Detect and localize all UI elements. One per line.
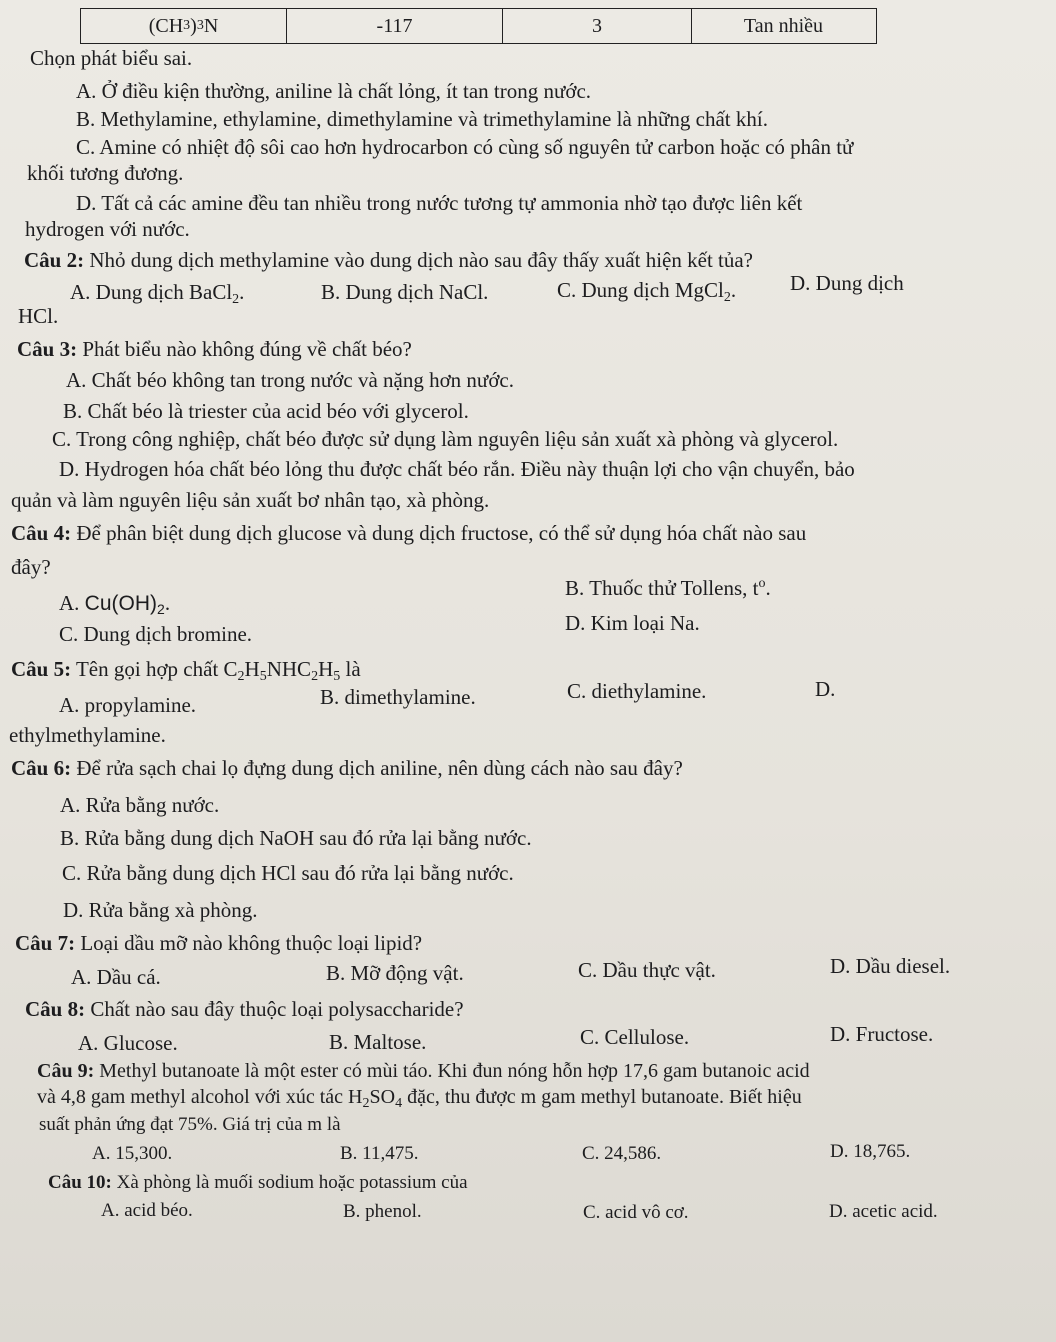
q1-stem: Chọn phát biểu sai. xyxy=(30,46,193,70)
q3-option-c: C. Trong công nghiệp, chất béo được sử dụng làm nguyên liệu sản xuất xà phòng và glycerol. xyxy=(52,427,839,451)
question-text: Loại dầu mỡ nào không thuộc loại lipid? xyxy=(75,931,423,955)
q4-stem xyxy=(11,520,806,546)
stem-sub: 5 xyxy=(259,669,267,684)
q9-stem-line3: suất phản ứng đạt 75%. Giá trị của m là xyxy=(39,1114,341,1135)
q8-stem xyxy=(25,996,464,1022)
properties-table-row xyxy=(80,8,877,44)
q2-option-a xyxy=(70,279,244,305)
question-number: Câu 10: xyxy=(48,1172,112,1193)
q4-option-c: C. Dung dịch bromine. xyxy=(59,622,253,646)
q7-stem xyxy=(15,930,422,956)
q2-option-d-cont: HCl. xyxy=(18,304,59,328)
q3-option-a: A. Chất béo không tan trong nước và nặng hơn nước. xyxy=(66,368,514,392)
stem-sub: 4 xyxy=(395,1096,403,1111)
q2-stem xyxy=(24,247,753,273)
opt-text: . xyxy=(164,591,171,615)
q7-option-b: B. Mỡ động vật. xyxy=(326,961,464,985)
cell-text: 3 xyxy=(592,14,602,37)
table-cell-solubility xyxy=(692,9,875,43)
opt-text: A. Dung dịch BaCl xyxy=(70,280,233,304)
question-text: Tên gọi hợp chất C xyxy=(71,657,238,681)
question-text: Xà phòng là muối sodium hoặc potassium của xyxy=(111,1172,468,1193)
opt-text: . xyxy=(239,280,245,304)
question-text: H xyxy=(318,657,334,681)
q5-stem xyxy=(11,656,361,682)
q9-option-b: B. 11,475. xyxy=(340,1143,419,1164)
question-number: Câu 8: xyxy=(25,997,86,1021)
q1-option-c: C. Amine có nhiệt độ sôi cao hơn hydrocarbon có cùng số nguyên tử carbon hoặc có phân tử xyxy=(76,135,854,159)
question-number: Câu 2: xyxy=(24,248,85,272)
q8-option-a: A. Glucose. xyxy=(78,1031,178,1055)
q1-option-c-cont: khối tương đương. xyxy=(27,161,184,185)
opt-sub: 2 xyxy=(157,601,165,617)
q9-stem xyxy=(37,1058,810,1084)
cell-text: -117 xyxy=(376,14,413,37)
q5-option-d-cont: ethylmethylamine. xyxy=(9,723,166,747)
question-text: đặc, thu được m gam methyl butanoate. Biết hiệu xyxy=(402,1086,802,1108)
q10-option-c: C. acid vô cơ. xyxy=(583,1202,689,1223)
opt-text: B. Thuốc thử Tollens, t xyxy=(565,576,759,600)
q10-option-a: A. acid béo. xyxy=(101,1200,193,1221)
q1-option-a: A. Ở điều kiện thường, aniline là chất lỏng, ít tan trong nước. xyxy=(76,79,592,103)
q5-option-c: C. diethylamine. xyxy=(567,679,707,703)
question-text: Chất nào sau đây thuộc loại polysaccharide? xyxy=(85,997,464,1021)
q3-stem xyxy=(17,336,412,362)
q1-option-d-cont: hydrogen với nước. xyxy=(25,217,190,241)
stem-sub: 5 xyxy=(333,669,341,684)
q3-option-d: D. Hydrogen hóa chất béo lỏng thu được chất béo rắn. Điều này thuận lợi cho vận chuyển, bảo xyxy=(59,457,855,481)
opt-sub: 2 xyxy=(723,290,731,305)
q6-option-d: D. Rửa bằng xà phòng. xyxy=(63,898,258,922)
q9-stem-line2 xyxy=(37,1084,802,1110)
q1-option-d: D. Tất cả các amine đều tan nhiều trong nước tương tự ammonia nhờ tạo được liên kết xyxy=(76,191,803,215)
opt-text: A. xyxy=(59,591,85,615)
opt-text: C. Dung dịch MgCl xyxy=(557,278,724,302)
q5-option-a: A. propylamine. xyxy=(59,693,197,717)
q2-option-c xyxy=(557,277,736,303)
question-text: Methyl butanoate là một ester có mùi táo. Khi đun nóng hỗn hợp 17,6 gam butanoic acid xyxy=(94,1060,810,1082)
question-text: Để phân biệt dung dịch glucose và dung dịch fructose, có thể sử dụng hóa chất nào sau xyxy=(71,521,807,545)
q10-stem xyxy=(48,1170,468,1196)
question-number: Câu 9: xyxy=(37,1060,95,1082)
question-text: Phát biểu nào không đúng về chất béo? xyxy=(77,337,412,361)
question-text: SO xyxy=(369,1086,396,1108)
question-text: Để rửa sạch chai lọ đựng dung dịch aniline, nên dùng cách nào sau đây? xyxy=(71,756,683,780)
q4-option-d: D. Kim loại Na. xyxy=(565,611,700,635)
q7-option-c: C. Dầu thực vật. xyxy=(578,958,716,982)
q9-option-d: D. 18,765. xyxy=(830,1141,911,1162)
q2-option-d: D. Dung dịch xyxy=(790,271,904,295)
q6-stem xyxy=(11,755,683,781)
opt-text: . xyxy=(765,576,771,600)
stem-sub: 2 xyxy=(362,1096,370,1111)
question-text: và 4,8 gam methyl alcohol với xúc tác H xyxy=(37,1086,363,1108)
question-number: Câu 7: xyxy=(15,931,76,955)
q9-option-a: A. 15,300. xyxy=(92,1143,173,1164)
q5-option-d: D. xyxy=(815,677,836,701)
question-text: H xyxy=(244,657,260,681)
stem-sub: 2 xyxy=(237,669,245,684)
cell-text: Tan nhiều xyxy=(743,14,824,37)
q3-option-b: B. Chất béo là triester của acid béo với glycerol. xyxy=(63,399,469,423)
q10-option-d: D. acetic acid. xyxy=(829,1201,938,1222)
q4-stem-cont: đây? xyxy=(11,555,51,579)
q6-option-c: C. Rửa bằng dung dịch HCl sau đó rửa lại bằng nước. xyxy=(62,861,514,885)
q1-option-b: B. Methylamine, ethylamine, dimethylamine và trimethylamine là những chất khí. xyxy=(76,107,768,131)
question-number: Câu 5: xyxy=(11,657,72,681)
q10-option-b: B. phenol. xyxy=(343,1201,422,1222)
table-cell-formula: (CH 3 ) 3 N xyxy=(81,9,287,43)
cell-text: ) xyxy=(190,14,197,37)
q7-option-a: A. Dầu cá. xyxy=(71,965,161,989)
q9-option-c: C. 24,586. xyxy=(582,1143,662,1164)
q8-option-b: B. Maltose. xyxy=(329,1030,427,1054)
q6-option-b: B. Rửa bằng dung dịch NaOH sau đó rửa lại bằng nước. xyxy=(60,826,532,850)
q4-option-a xyxy=(59,590,170,617)
opt-text: . xyxy=(730,278,737,302)
cell-text: N xyxy=(203,14,219,37)
cell-text: (CH xyxy=(148,14,184,37)
question-number: Câu 3: xyxy=(17,337,78,361)
q7-option-d: D. Dầu diesel. xyxy=(830,954,951,978)
q4-option-b xyxy=(565,575,771,601)
q6-option-a: A. Rửa bằng nước. xyxy=(60,793,220,817)
q2-option-b: B. Dung dịch NaCl. xyxy=(321,280,489,304)
table-cell-boiling xyxy=(503,9,692,43)
q8-option-d: D. Fructose. xyxy=(830,1022,934,1046)
table-cell-melting xyxy=(287,9,503,43)
question-number: Câu 4: xyxy=(11,521,72,545)
opt-text: Cu(OH) xyxy=(84,592,158,615)
opt-sub: 2 xyxy=(232,292,240,307)
stem-sub: 2 xyxy=(311,669,319,684)
q8-option-c: C. Cellulose. xyxy=(580,1025,690,1049)
opt-sup: o xyxy=(758,576,766,591)
q3-option-d-cont: quản và làm nguyên liệu sản xuất bơ nhân tạo, xà phòng. xyxy=(11,488,490,512)
question-text: NHC xyxy=(266,657,312,681)
question-text: là xyxy=(340,657,361,681)
question-number: Câu 6: xyxy=(11,756,72,780)
q5-option-b: B. dimethylamine. xyxy=(320,685,476,709)
question-text: Nhỏ dung dịch methylamine vào dung dịch nào sau đây thấy xuất hiện kết tủa? xyxy=(84,248,754,272)
